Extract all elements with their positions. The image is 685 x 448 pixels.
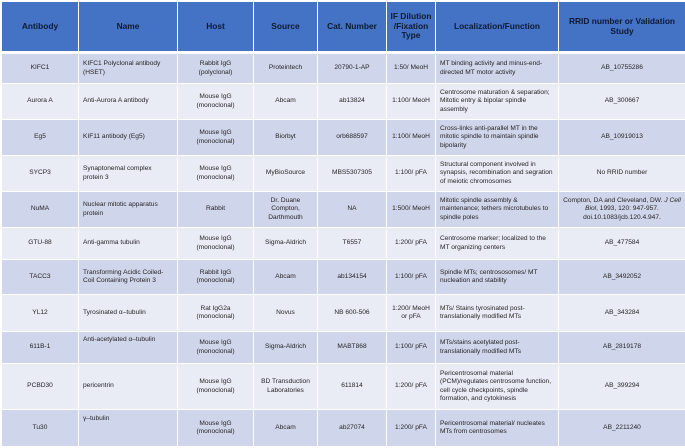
header-source: Source bbox=[254, 2, 318, 53]
cell-antibody: Eg5 bbox=[2, 120, 79, 156]
antibody-table bbox=[1, 1, 685, 447]
cell-source: Abcam bbox=[254, 260, 318, 295]
cell-cat-number: 20790-1-AP bbox=[318, 53, 387, 84]
table-row bbox=[2, 120, 685, 156]
citation-journal: J Cell Biol bbox=[585, 196, 681, 213]
table-row bbox=[2, 156, 685, 192]
cell-name: Transforming Acidic Coiled-Coil Containing Protein 3 bbox=[79, 260, 178, 295]
table-row bbox=[2, 410, 685, 447]
cell-name: Anti-gamma tubulin bbox=[79, 228, 178, 260]
cell-antibody: SYCP3 bbox=[2, 156, 79, 192]
cell-antibody: 611B-1 bbox=[2, 332, 79, 364]
cell-name: pericentrin bbox=[79, 364, 178, 410]
cell-cat-number: NB 600-506 bbox=[318, 295, 387, 332]
cell-source: MyBioSource bbox=[254, 156, 318, 192]
cell-host: Mouse IgG (monoclonal) bbox=[178, 156, 254, 192]
cell-source: Sigma-Aldrich bbox=[254, 228, 318, 260]
cell-dilution: 1:200/ MeoH or pFA bbox=[387, 295, 436, 332]
cell-name: KIF11 antibody (Eg5) bbox=[79, 120, 178, 156]
cell-function: Centrosome maturation & separation; Mitotic entry & bipolar spindle assembly bbox=[436, 84, 559, 120]
cell-rrid: AB_300667 bbox=[559, 84, 685, 120]
cell-source: BD Transduction Laboratories bbox=[254, 364, 318, 410]
header-antibody: Antibody bbox=[2, 2, 79, 53]
cell-cat-number: T6557 bbox=[318, 228, 387, 260]
cell-name: Anti-acetylated α–tubulin bbox=[79, 332, 178, 364]
cell-cat-number: orb688597 bbox=[318, 120, 387, 156]
cell-antibody: PCBD30 bbox=[2, 364, 79, 410]
cell-rrid: AB_2819178 bbox=[559, 332, 685, 364]
cell-name: KIFC1 Polyclonal antibody (HSET) bbox=[79, 53, 178, 84]
cell-rrid: AB_10919013 bbox=[559, 120, 685, 156]
table-row bbox=[2, 84, 685, 120]
cell-dilution: 1:50/ MeoH bbox=[387, 53, 436, 84]
table-row bbox=[2, 228, 685, 260]
cell-function: Mitotic spindle assembly & maintenance; tethers microtubules to spindle poles bbox=[436, 192, 559, 228]
cell-cat-number: 611814 bbox=[318, 364, 387, 410]
header-host: Host bbox=[178, 2, 254, 53]
cell-host: Mouse IgG (monoclonal) bbox=[178, 364, 254, 410]
cell-name: γ–tubulin bbox=[79, 410, 178, 447]
cell-antibody: KIFC1 bbox=[2, 53, 79, 84]
cell-host: Mouse IgG (monoclonal) bbox=[178, 228, 254, 260]
cell-rrid: AB_10755286 bbox=[559, 53, 685, 84]
cell-antibody: NuMA bbox=[2, 192, 79, 228]
cell-rrid-citation bbox=[559, 192, 685, 228]
cell-rrid: AB_2211240 bbox=[559, 410, 685, 447]
header-rrid: RRID number or Validation Study bbox=[559, 2, 685, 53]
cell-source: Novus bbox=[254, 295, 318, 332]
header-function: Localization/Function bbox=[436, 2, 559, 53]
cell-cat-number: ab134154 bbox=[318, 260, 387, 295]
cell-dilution: 1:100/ pFA bbox=[387, 332, 436, 364]
cell-name: Nuclear mitotic apparatus protein bbox=[79, 192, 178, 228]
header-name: Name bbox=[79, 2, 178, 53]
cell-antibody: Aurora A bbox=[2, 84, 79, 120]
table-row bbox=[2, 332, 685, 364]
cell-source: Abcam bbox=[254, 410, 318, 447]
cell-antibody: TACC3 bbox=[2, 260, 79, 295]
cell-source: Biorbyt bbox=[254, 120, 318, 156]
cell-antibody: GTU-88 bbox=[2, 228, 79, 260]
cell-function: Pericentrosomal material/ nucleates MTs from centrosomes bbox=[436, 410, 559, 447]
cell-rrid: AB_477584 bbox=[559, 228, 685, 260]
cell-host: Rabbit IgG (monoclonal) bbox=[178, 260, 254, 295]
cell-cat-number: ab13824 bbox=[318, 84, 387, 120]
cell-cat-number: MABT868 bbox=[318, 332, 387, 364]
cell-host: Mouse IgG (monoclonal) bbox=[178, 410, 254, 447]
cell-rrid: AB_399294 bbox=[559, 364, 685, 410]
cell-source: Abcam bbox=[254, 84, 318, 120]
cell-dilution: 1:500/ MeoH bbox=[387, 192, 436, 228]
table-row bbox=[2, 192, 685, 228]
cell-cat-number: MBS5307305 bbox=[318, 156, 387, 192]
cell-rrid: AB_3492052 bbox=[559, 260, 685, 295]
cell-function: Centrosome marker; localized to the MT organizing centers bbox=[436, 228, 559, 260]
cell-host: Rabbit bbox=[178, 192, 254, 228]
cell-host: Mouse IgG (monoclonal) bbox=[178, 120, 254, 156]
header-cat-number: Cat. Number bbox=[318, 2, 387, 53]
cell-host: Rat IgG2a (monoclonal) bbox=[178, 295, 254, 332]
cell-dilution: 1:100/ MeoH bbox=[387, 84, 436, 120]
cell-source: Dr. Duane Compton, Darthmouth bbox=[254, 192, 318, 228]
table-row bbox=[2, 364, 685, 410]
table-row bbox=[2, 53, 685, 84]
cell-host: Mouse IgG (monoclonal) bbox=[178, 84, 254, 120]
cell-name: Anti-Aurora A antibody bbox=[79, 84, 178, 120]
cell-name: Synaptonemal complex protein 3 bbox=[79, 156, 178, 192]
cell-dilution: 1:200/ pFA bbox=[387, 228, 436, 260]
header-row bbox=[2, 2, 685, 53]
cell-dilution: 1:100/ MeoH bbox=[387, 120, 436, 156]
citation-authors: Compton, DA and Cleveland, DW. bbox=[563, 196, 665, 204]
cell-function: Cross-links anti-parallel MT in the mitotic spindle to maintain spindle bipolarity bbox=[436, 120, 559, 156]
cell-rrid: AB_343284 bbox=[559, 295, 685, 332]
cell-dilution: 1:100/ pFA bbox=[387, 156, 436, 192]
cell-function: MTs/stains acetylated post-translationally modified MTs bbox=[436, 332, 559, 364]
cell-rrid: No RRID number bbox=[559, 156, 685, 192]
cell-dilution: 1:200/ pFA bbox=[387, 410, 436, 447]
citation-details: , 1993, 120: 947-957. doi.10.1083/jcb.120.4.947. bbox=[583, 205, 661, 221]
cell-function: Spindle MTs; centrososomes/ MT nucleation and stability bbox=[436, 260, 559, 295]
cell-dilution: 1:200/ pFA bbox=[387, 364, 436, 410]
cell-cat-number: NA bbox=[318, 192, 387, 228]
cell-dilution: 1:100/ pFA bbox=[387, 260, 436, 295]
cell-cat-number: ab27074 bbox=[318, 410, 387, 447]
cell-host: Rabbit IgG (polyclonal) bbox=[178, 53, 254, 84]
cell-source: Proteintech bbox=[254, 53, 318, 84]
cell-function: MTs/ Stains tyrosinated post-translationally modified MTs bbox=[436, 295, 559, 332]
cell-source: Sigma-Aldrich bbox=[254, 332, 318, 364]
cell-function: Pericentrosomal material (PCM)/regulates centrosome function, cell cycle checkpoints, spindle formation, and cytokinesis bbox=[436, 364, 559, 410]
cell-antibody: Tu30 bbox=[2, 410, 79, 447]
header-dilution: IF Dilution /Fixation Type bbox=[387, 2, 436, 53]
table-row bbox=[2, 295, 685, 332]
cell-name: Tyrosinated α–tubulin bbox=[79, 295, 178, 332]
table-row bbox=[2, 260, 685, 295]
cell-function: Structural component involved in synapsis, recombination and segration of meiotic chromosomes bbox=[436, 156, 559, 192]
cell-function: MT binding activity and minus-end-directed MT motor activity bbox=[436, 53, 559, 84]
cell-host: Mouse IgG (monoclonal) bbox=[178, 332, 254, 364]
cell-antibody: YL12 bbox=[2, 295, 79, 332]
